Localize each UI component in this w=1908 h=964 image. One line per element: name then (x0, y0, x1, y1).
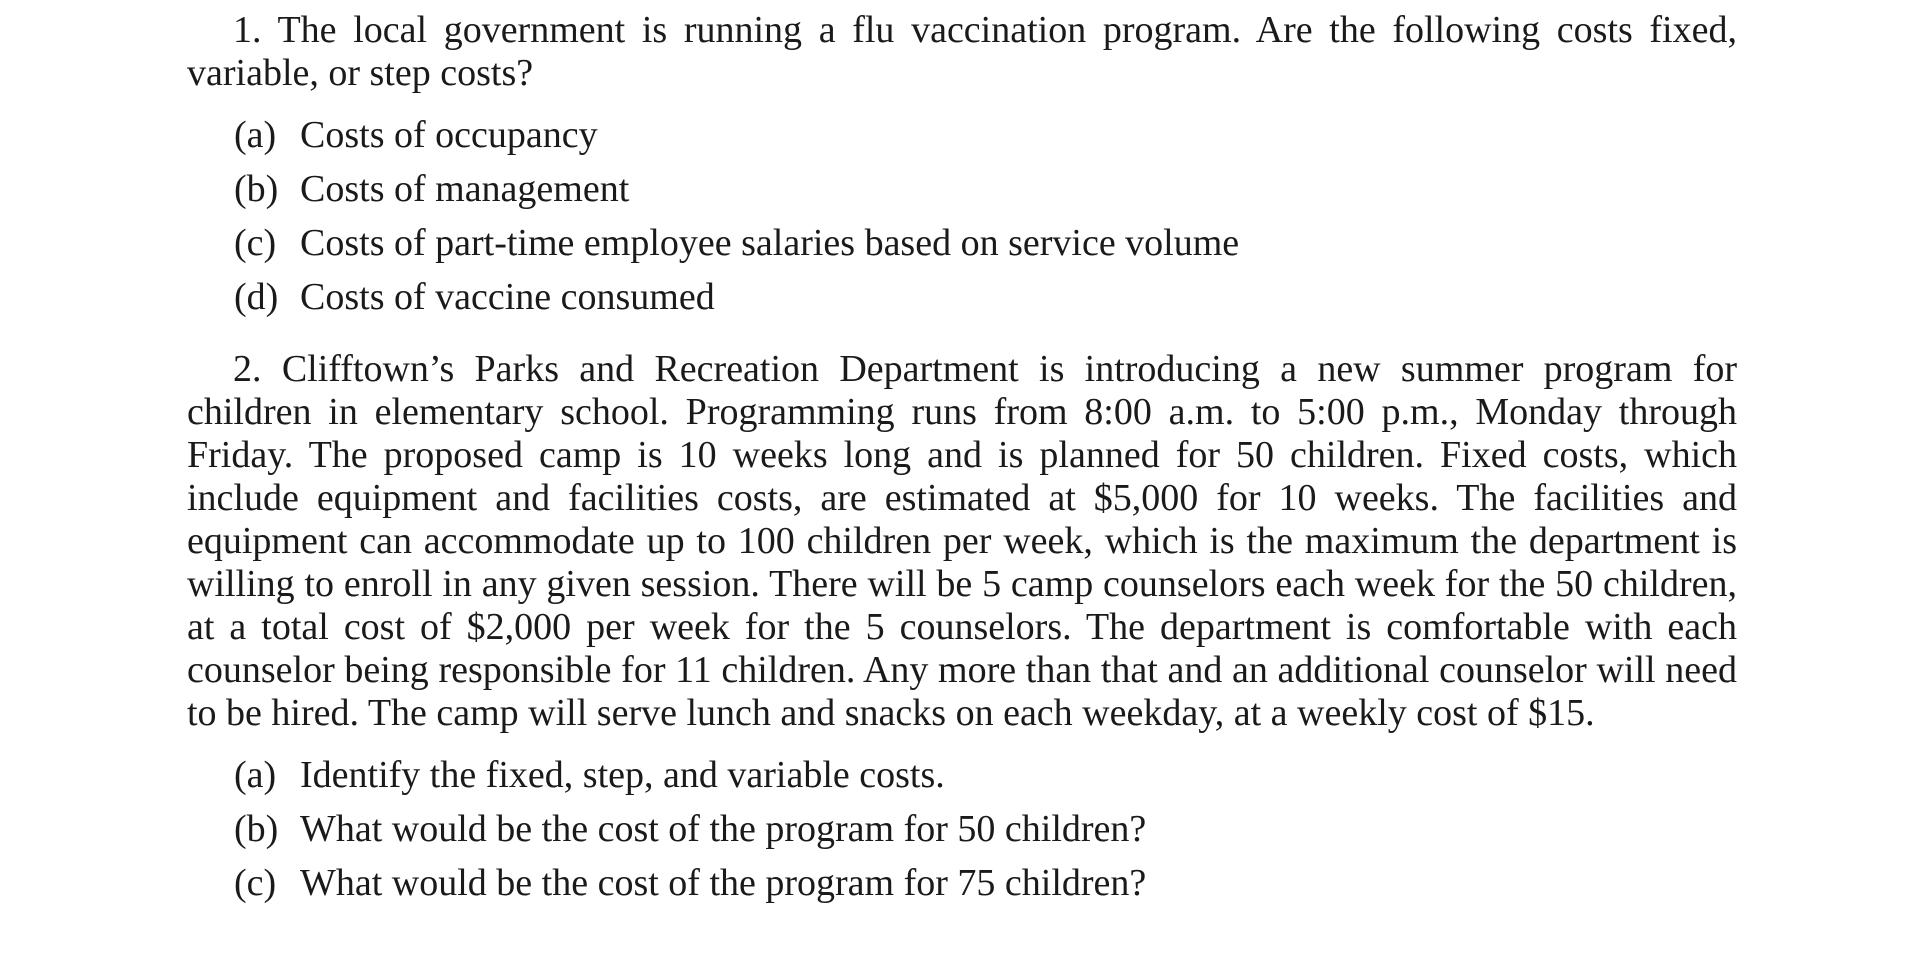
item-label: (c) (234, 222, 277, 264)
question-1-items (187, 114, 1737, 330)
question-2-text: Clifftown’s Parks and Recreation Department is introducing a new summer program for children in elementary school. Programming runs from 8:00 a.m. to 5:00 p.m., Monday through Friday. The proposed camp is 10 weeks long and is planned for 50 children. Fixed costs, which include equipment and facilities costs, are estimated at $5,000 for 10 weeks. The facilities and equipment can accommodate up to 100 children per week, which is the maximum the department is willing to enroll in any given session. There will be 5 camp counselors each week for the 50 children, at a total cost of $2,000 per week for the 5 counselors. The department is comfortable with each counselor being responsible for 11 children. Any more than that and an additional counselor will need to be hired. The camp will serve lunch and snacks on each weekday, at a weekly cost of $15. (187, 348, 1737, 734)
item-text: Costs of management (300, 168, 630, 210)
question-2-item-c (187, 862, 1737, 916)
question-1-number: 1. (233, 9, 262, 51)
question-1-item-a (187, 114, 1737, 168)
question-2-item-a (187, 754, 1737, 808)
question-1-item-b (187, 168, 1737, 222)
question-1-text: The local government is running a flu vaccination program. Are the following costs fixed, variable, or step costs? (187, 9, 1737, 94)
question-2-number: 2. (233, 348, 262, 390)
question-1-item-d (187, 276, 1737, 330)
question-2-item-b (187, 808, 1737, 862)
item-label: (b) (234, 168, 279, 210)
item-label: (d) (234, 276, 279, 318)
question-1-item-c (187, 222, 1737, 276)
document-page (187, 0, 1737, 916)
item-label: (c) (234, 862, 277, 904)
item-text: Identify the fixed, step, and variable costs. (300, 754, 945, 796)
item-label: (b) (234, 808, 279, 850)
item-text: Costs of part-time employee salaries based on service volume (300, 222, 1240, 264)
item-text: What would be the cost of the program for 50 children? (300, 808, 1147, 850)
item-label: (a) (234, 754, 277, 796)
question-2 (187, 348, 1737, 735)
question-1 (187, 9, 1737, 95)
item-text: What would be the cost of the program for 75 children? (300, 862, 1147, 904)
item-label: (a) (234, 114, 277, 156)
item-text: Costs of occupancy (300, 114, 598, 156)
question-2-items (187, 754, 1737, 916)
item-text: Costs of vaccine consumed (300, 276, 715, 318)
